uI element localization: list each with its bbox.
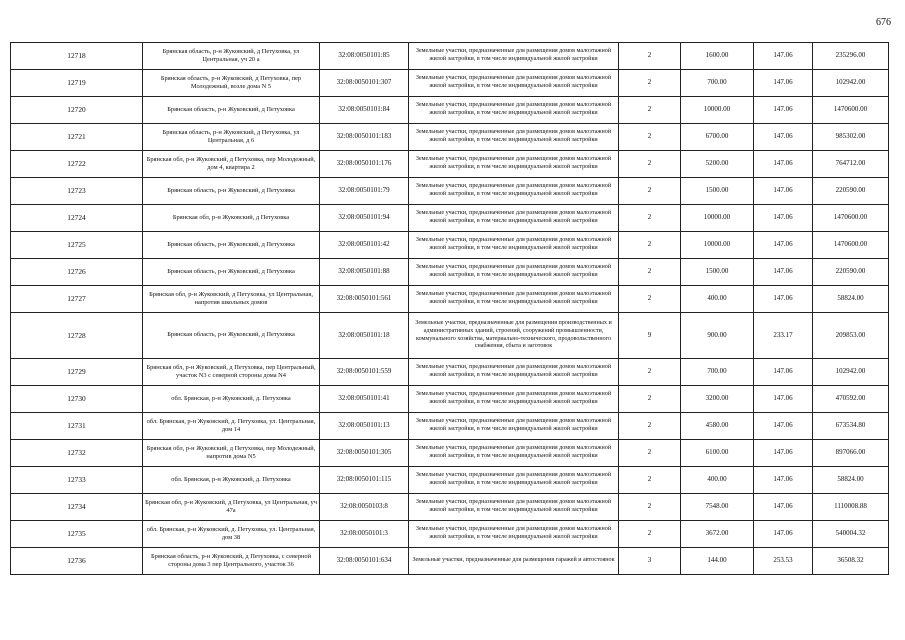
specific-value-cell: 147.06	[754, 70, 813, 97]
group-cell: 2	[619, 205, 681, 232]
cadastral-number-cell: 32:08:0050101:79	[320, 178, 409, 205]
table-row	[11, 232, 889, 259]
table-row	[11, 440, 889, 467]
cadastral-value-cell: 36508.32	[813, 548, 889, 575]
group-cell: 2	[619, 467, 681, 494]
group-cell: 2	[619, 70, 681, 97]
land-use-cell: Земельные участки, предназначенные для размещения домов малоэтажной жилой застройки, в том числе индивидуальной жилой застройки	[409, 151, 619, 178]
area-cell: 10000.00	[681, 97, 754, 124]
group-cell: 2	[619, 178, 681, 205]
address-cell: Брянская область, р-н Жуковский, д Петуховка, ул Центральная, д 6	[143, 124, 320, 151]
cadastral-number-cell: 32:08:0050103:8	[320, 494, 409, 521]
land-use-cell: Земельные участки, предназначенные для размещения домов малоэтажной жилой застройки, в том числе индивидуальной жилой застройки	[409, 359, 619, 386]
land-use-cell: Земельные участки, предназначенные для размещения домов малоэтажной жилой застройки, в том числе индивидуальной жилой застройки	[409, 70, 619, 97]
land-use-cell: Земельные участки, предназначенные для размещения домов малоэтажной жилой застройки, в том числе индивидуальной жилой застройки	[409, 178, 619, 205]
specific-value-cell: 147.06	[754, 413, 813, 440]
group-cell: 2	[619, 232, 681, 259]
cadastral-number-cell: 32:08:0050101:305	[320, 440, 409, 467]
specific-value-cell: 253.53	[754, 548, 813, 575]
cadastral-number-cell: 32:08:0050101:307	[320, 70, 409, 97]
land-use-cell: Земельные участки, предназначенные для размещения гаражей и автостоянок	[409, 548, 619, 575]
area-cell: 1500.00	[681, 178, 754, 205]
cadastral-value-cell: 58824.00	[813, 467, 889, 494]
cadastral-number-cell: 32:08:0050101:183	[320, 124, 409, 151]
land-use-cell: Земельные участки, предназначенные для размещения домов малоэтажной жилой застройки, в том числе индивидуальной жилой застройки	[409, 494, 619, 521]
address-cell: Брянская область, р-н Жуковский, д Петуховка	[143, 232, 320, 259]
address-cell: Брянская область, р-н Жуковский, д Петуховка	[143, 313, 320, 359]
specific-value-cell: 147.06	[754, 386, 813, 413]
table-row	[11, 178, 889, 205]
group-cell: 2	[619, 440, 681, 467]
specific-value-cell: 147.06	[754, 178, 813, 205]
land-use-cell: Земельные участки, предназначенные для размещения домов малоэтажной жилой застройки, в том числе индивидуальной жилой застройки	[409, 205, 619, 232]
address-cell: Брянская обл, р-н Жуковский, д Петуховка	[143, 205, 320, 232]
table-row	[11, 521, 889, 548]
group-cell: 3	[619, 548, 681, 575]
table-row	[11, 386, 889, 413]
specific-value-cell: 147.06	[754, 286, 813, 313]
area-cell: 3672.00	[681, 521, 754, 548]
row-number: 12724	[11, 205, 143, 232]
land-use-cell: Земельные участки, предназначенные для размещения домов малоэтажной жилой застройки, в том числе индивидуальной жилой застройки	[409, 97, 619, 124]
specific-value-cell: 233.17	[754, 313, 813, 359]
cadastral-number-cell: 32:08:0050101:176	[320, 151, 409, 178]
row-number: 12721	[11, 124, 143, 151]
group-cell: 2	[619, 386, 681, 413]
group-cell: 9	[619, 313, 681, 359]
address-cell: Брянская обл, р-н Жуковский, д Петуховка, пер Молодежный, дом 4, квартира 2	[143, 151, 320, 178]
cadastral-value-cell: 102942.00	[813, 70, 889, 97]
area-cell: 5200.00	[681, 151, 754, 178]
cadastral-value-cell: 673534.80	[813, 413, 889, 440]
table-row	[11, 286, 889, 313]
specific-value-cell: 147.06	[754, 494, 813, 521]
group-cell: 2	[619, 521, 681, 548]
table-body	[11, 43, 889, 575]
row-number: 12726	[11, 259, 143, 286]
cadastral-value-cell: 220590.00	[813, 178, 889, 205]
address-cell: обл. Брянская, р-н Жуковский, д. Петуховка, ул. Центральная, дом 38	[143, 521, 320, 548]
group-cell: 2	[619, 259, 681, 286]
cadastral-value-cell: 764712.00	[813, 151, 889, 178]
area-cell: 144.00	[681, 548, 754, 575]
cadastral-number-cell: 32:08:0050101:42	[320, 232, 409, 259]
table-row	[11, 70, 889, 97]
land-use-cell: Земельные участки, предназначенные для размещения домов малоэтажной жилой застройки, в том числе индивидуальной жилой застройки	[409, 440, 619, 467]
land-use-cell: Земельные участки, предназначенные для размещения домов малоэтажной жилой застройки, в том числе индивидуальной жилой застройки	[409, 286, 619, 313]
area-cell: 900.00	[681, 313, 754, 359]
row-number: 12734	[11, 494, 143, 521]
specific-value-cell: 147.06	[754, 205, 813, 232]
address-cell: обл. Брянская, р-н Жуковский, д. Петуховка, ул. Центральная, дом 14	[143, 413, 320, 440]
row-number: 12720	[11, 97, 143, 124]
specific-value-cell: 147.06	[754, 124, 813, 151]
table-row	[11, 494, 889, 521]
cadastral-value-cell: 235296.00	[813, 43, 889, 70]
address-cell: Брянская обл, р-н Жуковский, д Петуховка, пер Молодежный, напротив дома N5	[143, 440, 320, 467]
specific-value-cell: 147.06	[754, 43, 813, 70]
address-cell: Брянская обл, р-н Жуковский, д Петуховка, пер Центральный, участок N3 с северной стороны дома N4	[143, 359, 320, 386]
table-row	[11, 43, 889, 70]
specific-value-cell: 147.06	[754, 467, 813, 494]
cadastral-value-cell: 1470600.00	[813, 205, 889, 232]
group-cell: 2	[619, 43, 681, 70]
row-number: 12727	[11, 286, 143, 313]
land-use-cell: Земельные участки, предназначенные для размещения домов малоэтажной жилой застройки, в том числе индивидуальной жилой застройки	[409, 386, 619, 413]
cadastral-number-cell: 32:08:0050101:3	[320, 521, 409, 548]
group-cell: 2	[619, 494, 681, 521]
group-cell: 2	[619, 413, 681, 440]
cadastral-number-cell: 32:08:0050101:41	[320, 386, 409, 413]
cadastral-number-cell: 32:08:0050101:115	[320, 467, 409, 494]
row-number: 12730	[11, 386, 143, 413]
table-row	[11, 151, 889, 178]
area-cell: 700.00	[681, 70, 754, 97]
address-cell: Брянская обл, р-н Жуковский, д Петуховка, ул Центральная, уч 47а	[143, 494, 320, 521]
area-cell: 1600.00	[681, 43, 754, 70]
cadastral-value-cell: 985302.00	[813, 124, 889, 151]
address-cell: Брянская область, р-н Жуковский, д Петуховка	[143, 97, 320, 124]
cadastral-value-cell: 897066.00	[813, 440, 889, 467]
land-use-cell: Земельные участки, предназначенные для размещения домов малоэтажной жилой застройки, в том числе индивидуальной жилой застройки	[409, 43, 619, 70]
land-use-cell: Земельные участки, предназначенные для размещения производственных и административных зданий, строений, сооружений промышленности, коммунального хозяйства, материально-технического, продовольственного снабжения, сбыта и заготовок	[409, 313, 619, 359]
address-cell: Брянская область, р-н Жуковский, д Петуховка, ул Центральная, уч 20 а	[143, 43, 320, 70]
specific-value-cell: 147.06	[754, 97, 813, 124]
group-cell: 2	[619, 124, 681, 151]
area-cell: 1500.00	[681, 259, 754, 286]
address-cell: Брянская область, р-н Жуковский, д Петуховка	[143, 178, 320, 205]
cadastral-number-cell: 32:08:0050101:88	[320, 259, 409, 286]
address-cell: обл. Брянская, р-н Жуковский, д. Петуховка	[143, 467, 320, 494]
cadastral-value-cell: 1470600.00	[813, 232, 889, 259]
cadastral-number-cell: 32:08:0050101:84	[320, 97, 409, 124]
cadastral-number-cell: 32:08:0050101:559	[320, 359, 409, 386]
area-cell: 6700.00	[681, 124, 754, 151]
row-number: 12733	[11, 467, 143, 494]
cadastral-number-cell: 32:08:0050101:634	[320, 548, 409, 575]
cadastral-value-cell: 58824.00	[813, 286, 889, 313]
group-cell: 2	[619, 151, 681, 178]
area-cell: 3200.00	[681, 386, 754, 413]
row-number: 12735	[11, 521, 143, 548]
area-cell: 6100.00	[681, 440, 754, 467]
group-cell: 2	[619, 97, 681, 124]
specific-value-cell: 147.06	[754, 151, 813, 178]
table-row	[11, 205, 889, 232]
cadastral-value-cell: 102942.00	[813, 359, 889, 386]
cadastral-value-cell: 209853.00	[813, 313, 889, 359]
row-number: 12723	[11, 178, 143, 205]
cadastral-value-cell: 220590.00	[813, 259, 889, 286]
land-use-cell: Земельные участки, предназначенные для размещения домов малоэтажной жилой застройки, в том числе индивидуальной жилой застройки	[409, 124, 619, 151]
area-cell: 400.00	[681, 286, 754, 313]
land-use-cell: Земельные участки, предназначенные для размещения домов малоэтажной жилой застройки, в том числе индивидуальной жилой застройки	[409, 521, 619, 548]
table-row	[11, 124, 889, 151]
area-cell: 400.00	[681, 467, 754, 494]
address-cell: Брянская обл, р-н Жуковский, д Петуховка, ул Центральная, напротив школьных домов	[143, 286, 320, 313]
group-cell: 2	[619, 286, 681, 313]
row-number: 12736	[11, 548, 143, 575]
area-cell: 10000.00	[681, 232, 754, 259]
row-number: 12718	[11, 43, 143, 70]
specific-value-cell: 147.06	[754, 440, 813, 467]
cadastral-number-cell: 32:08:0050101:13	[320, 413, 409, 440]
cadastral-number-cell: 32:08:0050101:18	[320, 313, 409, 359]
group-cell: 2	[619, 359, 681, 386]
row-number: 12729	[11, 359, 143, 386]
address-cell: Брянская область, р-н Жуковский, д Петуховка	[143, 259, 320, 286]
table-row	[11, 259, 889, 286]
address-cell: обл. Брянская, р-н Жуковский, д. Петуховка	[143, 386, 320, 413]
cadastral-value-cell: 1470600.00	[813, 97, 889, 124]
row-number: 12728	[11, 313, 143, 359]
table-row	[11, 548, 889, 575]
row-number: 12722	[11, 151, 143, 178]
table-row	[11, 97, 889, 124]
cadastral-value-cell: 470592.00	[813, 386, 889, 413]
specific-value-cell: 147.06	[754, 259, 813, 286]
row-number: 12725	[11, 232, 143, 259]
cadastral-value-table	[10, 42, 889, 575]
land-use-cell: Земельные участки, предназначенные для размещения домов малоэтажной жилой застройки, в том числе индивидуальной жилой застройки	[409, 259, 619, 286]
cadastral-value-cell: 1110008.88	[813, 494, 889, 521]
land-use-cell: Земельные участки, предназначенные для размещения домов малоэтажной жилой застройки, в том числе индивидуальной жилой застройки	[409, 232, 619, 259]
cadastral-number-cell: 32:08:0050101:85	[320, 43, 409, 70]
row-number: 12731	[11, 413, 143, 440]
cadastral-value-cell: 540004.32	[813, 521, 889, 548]
page-number: 676	[876, 17, 891, 28]
land-use-cell: Земельные участки, предназначенные для размещения домов малоэтажной жилой застройки, в том числе индивидуальной жилой застройки	[409, 467, 619, 494]
area-cell: 7548.00	[681, 494, 754, 521]
specific-value-cell: 147.06	[754, 232, 813, 259]
cadastral-number-cell: 32:08:0050101:94	[320, 205, 409, 232]
area-cell: 4580.00	[681, 413, 754, 440]
table-row	[11, 359, 889, 386]
address-cell: Брянская область, р-н Жуковский, д Петуховка, пер Молодежный, возле дома N 5	[143, 70, 320, 97]
table-row	[11, 413, 889, 440]
table-row	[11, 313, 889, 359]
row-number: 12732	[11, 440, 143, 467]
specific-value-cell: 147.06	[754, 521, 813, 548]
table-row	[11, 467, 889, 494]
row-number: 12719	[11, 70, 143, 97]
area-cell: 700.00	[681, 359, 754, 386]
cadastral-number-cell: 32:08:0050101:561	[320, 286, 409, 313]
land-use-cell: Земельные участки, предназначенные для размещения домов малоэтажной жилой застройки, в том числе индивидуальной жилой застройки	[409, 413, 619, 440]
address-cell: Брянская область, р-н Жуковский, д Петуховка, с северной стороны дома 3 пер Центрального, участок 36	[143, 548, 320, 575]
area-cell: 10000.00	[681, 205, 754, 232]
specific-value-cell: 147.06	[754, 359, 813, 386]
